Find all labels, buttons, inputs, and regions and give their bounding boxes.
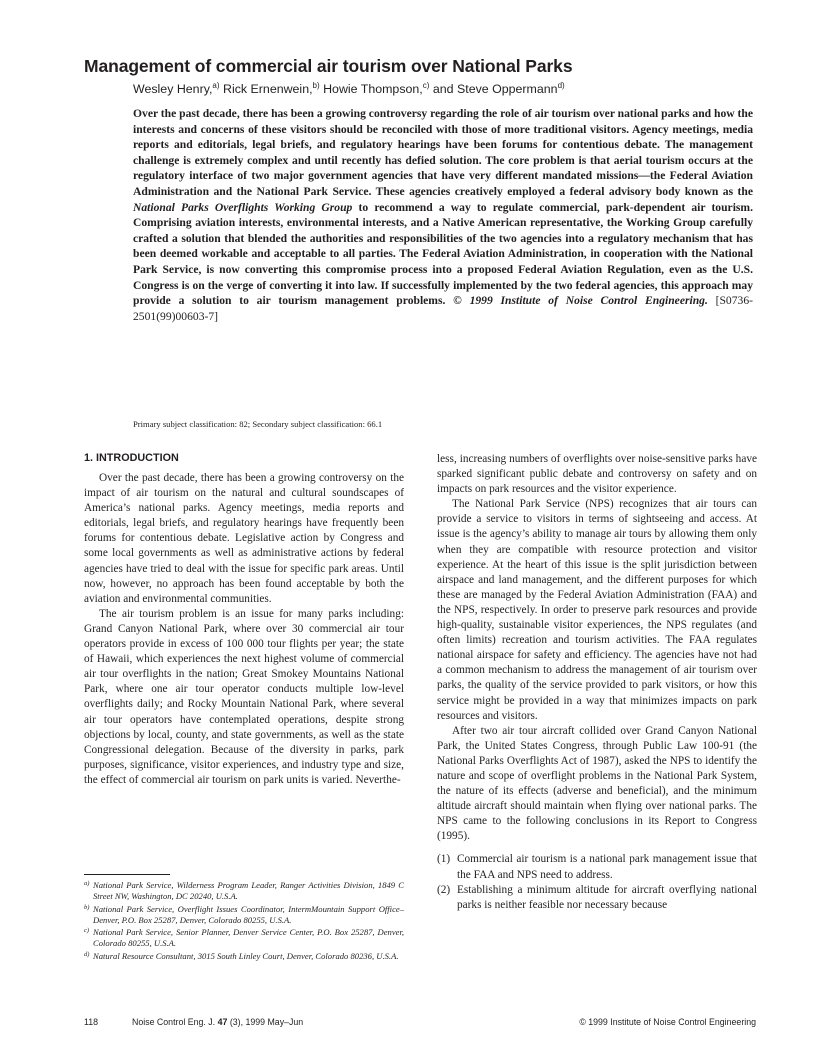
author-name: Howie Thompson, [323,82,423,96]
right-column [437,452,757,913]
abstract-copyright: © 1999 Institute of Noise Control Engineering. [453,294,708,308]
left-column [84,452,404,788]
footer-copyright: © 1999 Institute of Noise Control Engineering [579,1017,756,1027]
footnote-mark: c) [84,927,90,935]
list-item [437,883,757,913]
conclusions-list [437,852,757,912]
author-name: Wesley Henry, [133,82,213,96]
footnote-text: National Park Service, Wilderness Program Leader, Ranger Activities Division, 1849 C Street NW, Washington, DC 20240, U.S.A. [93,880,404,902]
body-paragraph: Over the past decade, there has been a growing controversy on the impact of air tourism on the natural and cultural soundscapes of America’s national parks. Agency meetings, media reports and editorials, legal briefs, and regulatory hearings have frequently been forums for contentious debate. Legislative action by Congress and some local governments as well as administrative actions by federal agencies have tried to deal with the issue for specific park areas. Until now, however, no approach has been found acceptable by both the aviation and environmental communities. [84,472,404,605]
footnote [84,927,404,950]
list-item [437,852,757,882]
author-affiliation-mark: d) [557,80,565,90]
footnote-divider [84,874,170,875]
footnote-text: Natural Resource Consultant, 3015 South Linley Court, Denver, Colorado 80236, U.S.A. [93,950,399,961]
abstract-text: Over the past decade, there has been a growing controversy regarding the role of air tourism over national parks and how the interests and concerns of these visitors should be reconciled with those of more traditional visitors. Agency meetings, media reports and editorials, legal briefs, and regulatory hearings have been forums for contentious debate. The management challenge is extremely complex and until recently has defied solution. The core problem is that aerial tourism occurs at the regulatory interface of two major government agencies that have very different mandated missions—the Federal Aviation Administration and the National Park Service. These agencies creatively employed a federal advisory body known as the [133,107,753,198]
subject-classification: Primary subject classification: 82; Secondary subject classification: 66.1 [133,419,383,429]
author-list [133,81,753,97]
body-paragraph: The National Park Service (NPS) recognizes that air tours can provide a service to visitors in terms of sightseeing and access. At issue is the agency’s ability to manage air tours by allowing them only when they are compatible with resource protection and visitor experience. At the heart of this issue is the split jurisdiction between airspace and land management, and the different purposes for which these are managed by the Federal Aviation Administration (FAA) and the NPS, respectively. In order to preserve park resources and provide high-quality, sustainable visitor experiences, the NPS regulates (and often limits) recreation and tourism activities. The FAA regulates national airspace for safety and efficiency. The agencies have not had a common mechanism to address the management of air tourism over parks, the quality of the service provided to park visitors, or how this service might be provided in a way that minimizes impacts on park resources and visitors. [437,498,757,722]
abstract [133,106,753,324]
working-group-name: National Parks Overflights Working Group [133,200,353,214]
abstract-text: to recommend a way to regulate commercial, park-dependent air tourism. Comprising aviation interests, environmental interests, and a Native American representative, the Working Group carefully crafted a solution that blended the authorities and responsibilities of the two agencies into a regulatory mechanism that has been deemed workable and acceptable to all parties. The Federal Aviation Administration, in cooperation with the National Park Service, is now converting this compromise process into a proposed Federal Aviation Regulation, even as the U.S. Congress is on the verge of converting it into law. If successfully implemented by the two federal agencies, this approach may provide a solution to air tourism management problems. [133,200,753,308]
page-number: 118 [84,1017,99,1027]
journal-volume: 47 [217,1017,228,1027]
journal-citation [132,1015,303,1029]
footnote-mark: b) [84,903,90,911]
author-affiliation-mark: a) [212,80,220,90]
list-item-number: (2) [437,883,451,896]
list-item-number: (1) [437,853,451,866]
author-affiliation-mark: c) [422,80,430,90]
page-footer [84,1015,756,1029]
footnote-mark: d) [84,950,90,958]
author-name: and Steve Oppermann [432,82,558,96]
footnote-text: National Park Service, Overflight Issues Coordinator, IntermMountain Support Office–Denver, P.O. Box 25287, Denver, Colorado 80255, U.S.A. [93,903,404,925]
list-item-text: Commercial air tourism is a national park management issue that the FAA and NPS need to address. [457,853,757,881]
footnote [84,951,404,962]
footnote [84,904,404,927]
list-item-text: Establishing a minimum altitude for aircraft overflying national parks is neither feasible nor necessary because [457,883,757,911]
body-paragraph-continuation: less, increasing numbers of overflights over noise-sensitive parks have sparked significant public debate and controversy on safety and on impacts on park resources and the visitor experience. [437,453,757,496]
body-paragraph: The air tourism problem is an issue for many parks including: Grand Canyon National Park, where over 30 commercial air tour operators provide in excess of 100 000 tour flights per year; the state of Hawaii, which experiences the next highest volume of commercial air tour overflights in the nation; Great Smokey Mountains National Park, where one air tour operator conducts multiple low-level overflights daily; and Rocky Mountain National Park, where several air tour operators have contemplated operations, despite strong objections by local, county, and state governments, as well as the state Congressional delegation. Because of the diversity in parks, park purposes, significance, visitor experiences, and industry type and size, the effect of commercial air tourism on park units is varied. Neverthe- [84,607,404,786]
journal-name: Noise Control Eng. J. [132,1017,216,1027]
body-paragraph: After two air tour aircraft collided over Grand Canyon National Park, the United States Congress, through Public Law 100-91 (the National Parks Overflights Act of 1987), asked the NPS to identify the nature and scope of overflight problems in the National Park System, the nature of its effects (adverse and beneficial), and the minimum altitude aircraft should maintain when flying over national parks. The NPS came to the following conclusions in its Report to Congress (1995). [437,724,757,843]
footnote [84,880,404,903]
section-heading: 1. INTRODUCTION [84,452,179,464]
author-affiliation-mark: b) [312,80,320,90]
journal-issue-date: (3), 1999 May–Jun [229,1017,304,1027]
article-title: Management of commercial air tourism over National Parks [84,56,573,76]
footnote-mark: a) [84,880,90,887]
footnotes [84,880,404,963]
abstract-doi: [S0736-2501(99)00603-7] [133,294,753,323]
footnote-text: National Park Service, Senior Planner, Denver Service Center, P.O. Box 25287, Denver, Colorado 80255, U.S.A. [93,927,404,949]
author-name: Rick Ernenwein, [223,82,313,96]
